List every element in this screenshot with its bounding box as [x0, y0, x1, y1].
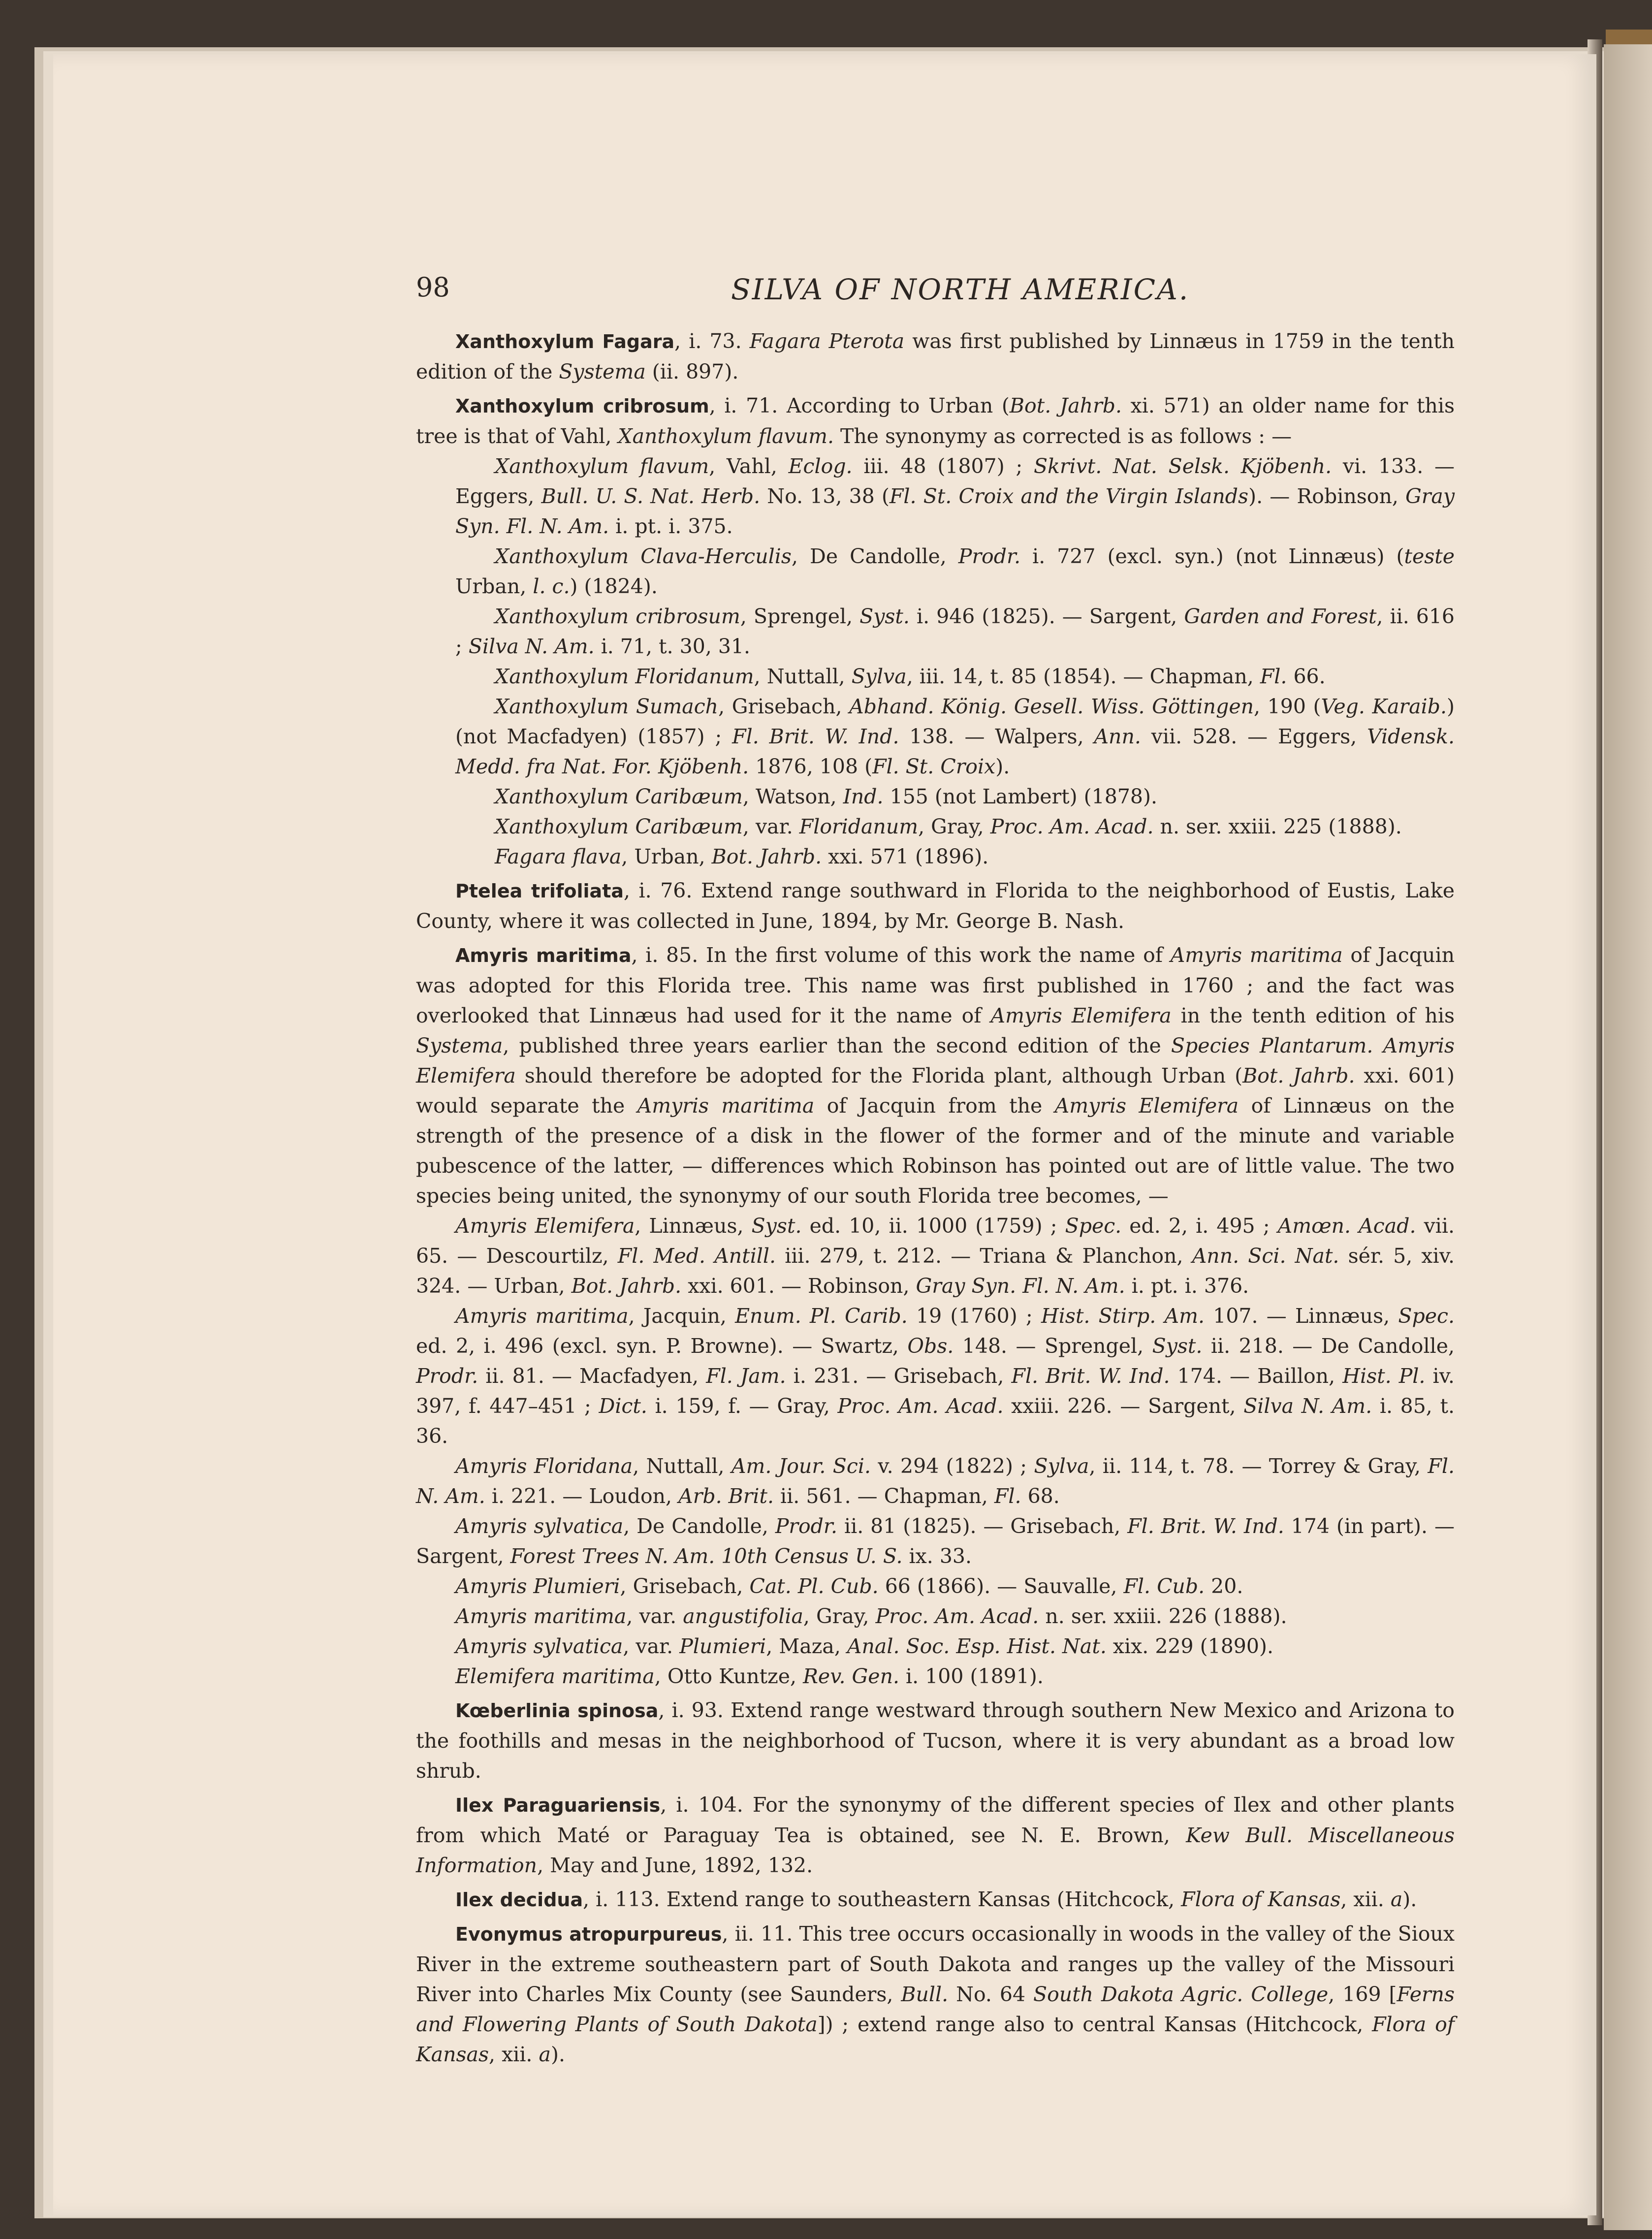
- text-run: No. 13, 38 (: [760, 484, 890, 508]
- text-run: Syst.: [859, 605, 910, 628]
- text-run: Species Plantarum.: [1171, 1034, 1373, 1057]
- text-run: , Grisebach,: [620, 1574, 750, 1598]
- text-run: Amyris maritima: [455, 1604, 627, 1628]
- text-run: Fl.: [1260, 665, 1287, 688]
- synonymy-list: [416, 1211, 1455, 1692]
- text-run: Spec.: [1065, 1214, 1122, 1238]
- text-run: Syst.: [751, 1214, 802, 1238]
- text-run: Fl. St. Croix: [872, 755, 996, 778]
- text-run: iv. 397, f. 447–451 ;: [416, 1364, 1455, 1418]
- text-run: Amyris Floridana: [455, 1454, 633, 1478]
- synonym-citation: [416, 662, 1455, 692]
- text-run: , xii.: [489, 2043, 539, 2066]
- text-run: 66.: [1287, 665, 1326, 688]
- text-run: , Otto Kuntze,: [654, 1664, 803, 1688]
- text-run: 138. — Walpers,: [899, 725, 1094, 748]
- page-header: [416, 272, 1469, 316]
- text-run: Sylva: [851, 665, 907, 688]
- synonym-citation: [416, 602, 1455, 662]
- page-body: [416, 322, 1455, 2070]
- text-run: Bull.: [901, 1983, 949, 2006]
- headword: Evonymus atropurpureus: [455, 1923, 722, 1945]
- text-run: Amyris Elemifera: [1054, 1094, 1239, 1118]
- text-run: iii. 279, t. 212. — Triana & Planchon,: [776, 1244, 1192, 1268]
- text-run: Fl. Brit. W. Ind.: [1127, 1514, 1284, 1538]
- text-run: i. 71, t. 30, 31.: [594, 635, 751, 658]
- text-run: of Linnæus on the strength of the presence of a disk in the flower of the former and of the minute and variable pubescence of the latter, — differences which Robinson has pointed out are of little value. The two species being united, the synonymy of our south Florida tree becomes, —: [416, 1094, 1455, 1208]
- text-run: Abhand. König. Gesell. Wiss. Göttingen: [849, 695, 1254, 718]
- text-run: 66 (1866). — Sauvalle,: [878, 1574, 1124, 1598]
- text-run: i. 231. — Grisebach,: [786, 1364, 1012, 1388]
- text-run: Amyris Plumieri: [455, 1574, 620, 1598]
- text-run: ) (1824).: [570, 575, 658, 598]
- text-run: Enum. Pl. Carib.: [735, 1304, 908, 1328]
- text-run: Forest Trees N. Am. 10th Census U. S.: [510, 1544, 903, 1568]
- text-run: i. 100 (1891).: [899, 1664, 1044, 1688]
- text-run: , published three years earlier than the second edition of the: [503, 1034, 1171, 1057]
- text-run: , De Candolle,: [623, 1514, 775, 1538]
- text-run: Prodr.: [958, 544, 1021, 568]
- synonym-citation: [416, 1631, 1455, 1662]
- text-run: Fl. N. Am.: [416, 1454, 1455, 1508]
- text-run: vii. 65. — Descourtilz,: [416, 1214, 1455, 1268]
- text-run: , 169 [: [1328, 1983, 1397, 2006]
- text-run: , ii. 114, t. 78. — Torrey & Gray,: [1089, 1454, 1428, 1478]
- entry-koeberlinia-spinosa: Kœberlinia spinosa, i. 93. Extend range westward through southern New Mexico and Arizona to the foothills and mesas in the neighborhood of Tucson, where it is very abundant as a broad low shrub.: [416, 1698, 1455, 1783]
- text-run: Bull. U. S. Nat. Herb.: [541, 484, 761, 508]
- text-run: , Maza,: [766, 1634, 847, 1658]
- text-run: , Vahl,: [709, 454, 789, 478]
- text-run: xix. 229 (1890).: [1106, 1634, 1274, 1658]
- text-run: l. c.: [533, 575, 570, 598]
- text-run: Cat. Pl. Cub.: [749, 1574, 879, 1598]
- synonym-citation: [416, 812, 1455, 842]
- text-run: Amyris maritima: [455, 1304, 629, 1328]
- text-run: Fl. Med. Antill.: [617, 1244, 776, 1268]
- text-run: Anal. Soc. Esp. Hist. Nat.: [847, 1634, 1107, 1658]
- text-run: Floridanum: [799, 815, 919, 838]
- text-run: i. 221. — Loudon,: [485, 1484, 679, 1508]
- text-run: 20.: [1205, 1574, 1243, 1598]
- text-run: Gray Syn. Fl. N. Am.: [455, 484, 1455, 538]
- text-run: Vidensk. Medd. fra Nat. For. Kjöbenh.: [455, 725, 1455, 778]
- text-run: xxiii. 226. — Sargent,: [1003, 1394, 1244, 1418]
- text-run: Bot. Jahrb.: [1242, 1064, 1355, 1088]
- synonym-citation: [416, 782, 1455, 812]
- running-title: SILVA OF NORTH AMERICA.: [731, 273, 1190, 306]
- text-run: Gray Syn. Fl. N. Am.: [916, 1274, 1125, 1298]
- text-run: ii. 218. — De Candolle,: [1202, 1334, 1455, 1358]
- text-run: Prodr.: [775, 1514, 838, 1538]
- text-run: Urban,: [455, 575, 533, 598]
- text-run: i. 727 (excl. syn.) (not Linnæus) (: [1020, 544, 1404, 568]
- text-run: , iii. 14, t. 85 (1854). — Chapman,: [906, 665, 1260, 688]
- text-run: sér. 5, xiv. 324. — Urban,: [416, 1244, 1455, 1298]
- page-number: 98: [416, 272, 450, 303]
- text-run: , var.: [742, 815, 799, 838]
- text-run: v. 294 (1822) ;: [871, 1454, 1034, 1478]
- entry-ptelea-trifoliata: Ptelea trifoliata, i. 76. Extend range southward in Florida to the neighborhood of Eustis, Lake County, where it was collected in June, 1894, by Mr. George B. Nash.: [416, 879, 1455, 933]
- text-run: Bot. Jahrb.: [711, 845, 822, 868]
- text-run: , Watson,: [742, 785, 843, 808]
- text-run: 174. — Baillon,: [1170, 1364, 1343, 1388]
- text-run: i. 85, t. 36.: [416, 1394, 1455, 1448]
- entry-evonymus-atropurpureus: [416, 1919, 1455, 2070]
- headword: Xanthoxylum Fagara: [455, 331, 675, 352]
- synonym-citation: [416, 542, 1455, 602]
- text-run: n. ser. xxiii. 226 (1888).: [1039, 1604, 1287, 1628]
- text-run: , Nuttall,: [754, 665, 852, 688]
- synonym-citation: [416, 1662, 1455, 1692]
- synonym-citation: [416, 1301, 1455, 1451]
- text-run: teste: [1404, 544, 1455, 568]
- synonym-citation: [416, 1211, 1455, 1301]
- text-run: Hist. Pl.: [1342, 1364, 1426, 1388]
- text-run: ii. 81. — Macfadyen,: [478, 1364, 706, 1388]
- text-run: Amyris maritima: [1170, 943, 1343, 967]
- text-run: xxi. 601) would separate the: [416, 1064, 1455, 1118]
- text-run: iii. 48 (1807) ;: [852, 454, 1034, 478]
- text-run: 1876, 108 (: [749, 755, 873, 778]
- text-run: Fl. Brit. W. Ind.: [732, 725, 899, 748]
- text-run: Amyris sylvatica: [455, 1634, 623, 1658]
- text-run: Hist. Stirp. Am.: [1041, 1304, 1205, 1328]
- text-run: n. ser. xxiii. 225 (1888).: [1153, 815, 1402, 838]
- text-run: xxi. 571 (1896).: [822, 845, 989, 868]
- text-run: Amyris sylvatica: [455, 1514, 624, 1538]
- text-run: Amyris maritima: [637, 1094, 815, 1118]
- text-run: , Linnæus,: [635, 1214, 752, 1238]
- text-run: angustifolia: [683, 1604, 803, 1628]
- text-run: Xanthoxylum Sumach: [495, 695, 719, 718]
- text-run: i. 946 (1825). — Sargent,: [909, 605, 1184, 628]
- text-run: Xanthoxylum flavum: [495, 454, 709, 478]
- text-run: ed. 10, ii. 1000 (1759) ;: [801, 1214, 1065, 1238]
- text-run: [1373, 1034, 1383, 1057]
- text-run: Amœn. Acad.: [1277, 1214, 1416, 1238]
- text-run: Am. Jour. Sci.: [731, 1454, 871, 1478]
- text-run: i. pt. i. 375.: [609, 514, 733, 538]
- text-run: Sylva: [1034, 1454, 1089, 1478]
- text-run: Fl. Cub.: [1123, 1574, 1205, 1598]
- text-run: vi. 133. — Eggers,: [455, 454, 1455, 508]
- text-run: Ferns and Flowering Plants of South Dakota: [416, 1983, 1455, 2036]
- synonym-citation: [416, 1451, 1455, 1511]
- text-run: , i. 85. In the first volume of this work the name of: [631, 943, 1171, 967]
- text-run: in the tenth edition of his: [1171, 1004, 1455, 1027]
- text-run: Flora of Kansas: [416, 2013, 1455, 2066]
- text-run: Obs.: [907, 1334, 954, 1358]
- text-run: 174 (in part). — Sargent,: [416, 1514, 1455, 1568]
- text-run: Elemifera maritima: [455, 1664, 655, 1688]
- text-run: , De Candolle,: [791, 544, 958, 568]
- text-run: Veg. Karaib.: [1321, 695, 1447, 718]
- text-run: , Grisebach,: [718, 695, 850, 718]
- text-run: Bot. Jahrb.: [571, 1274, 682, 1298]
- text-run: Syst.: [1152, 1334, 1203, 1358]
- text-run: should therefore be adopted for the Florida plant, although Urban (: [515, 1064, 1243, 1088]
- text-run: Amyris Elemifera: [990, 1004, 1172, 1027]
- text-run: , Sprengel,: [740, 605, 860, 628]
- text-run: Garden and Forest: [1184, 605, 1377, 628]
- headword: Ilex Paraguariensis: [455, 1794, 661, 1816]
- text-run: Ann.: [1094, 725, 1141, 748]
- text-run: Proc. Am. Acad.: [875, 1604, 1039, 1628]
- text-run: , Urban,: [621, 845, 712, 868]
- text-run: Xanthoxylum Floridanum: [495, 665, 754, 688]
- synonym-citation: [416, 1601, 1455, 1631]
- headword: Amyris maritima: [455, 945, 632, 966]
- text-run: 155 (not Lambert) (1878).: [883, 785, 1158, 808]
- text-run: Fl. St. Croix and the Virgin Islands: [889, 484, 1249, 508]
- text-run: ed. 2, i. 495 ;: [1121, 1214, 1278, 1238]
- text-run: vii. 528. — Eggers,: [1141, 725, 1367, 748]
- text-run: ed. 2, i. 496 (excl. syn. P. Browne). — Swartz,: [416, 1334, 908, 1358]
- text-run: Amyris Elemifera: [416, 1034, 1455, 1088]
- text-run: Prodr.: [416, 1364, 478, 1388]
- text-run: Proc. Am. Acad.: [837, 1394, 1004, 1418]
- synonym-citation: [416, 692, 1455, 782]
- text-run: , ii. 11. This tree occurs occasionally in woods in the valley of the Sioux River in the extreme southeastern part of South Dakota and ranges up the valley of the Missouri River into Charles Mix County (see Saunders,: [416, 1922, 1455, 2006]
- text-run: ii. 561. — Chapman,: [774, 1484, 994, 1508]
- text-run: , Nuttall,: [633, 1454, 731, 1478]
- text-run: ix. 33.: [902, 1544, 972, 1568]
- text-run: ).: [995, 755, 1010, 778]
- text-run: Skrivt. Nat. Selsk. Kjöbenh.: [1034, 454, 1332, 478]
- text-run: xxi. 601. — Robinson,: [681, 1274, 916, 1298]
- text-run: 107. — Linnæus,: [1205, 1304, 1398, 1328]
- text-run: Proc. Am. Acad.: [990, 815, 1154, 838]
- text-run: Fagara flava: [495, 845, 622, 868]
- entry-ilex-decidua: Ilex decidua, i. 113. Extend range to southeastern Kansas (Hitchcock, Flora of Kansas, xii. a).: [455, 1887, 1417, 1911]
- text-run: 148. — Sprengel,: [953, 1334, 1152, 1358]
- headword: Xanthoxylum cribrosum: [455, 395, 709, 417]
- text-run: Ann. Sci. Nat.: [1192, 1244, 1339, 1268]
- entry-amyris-maritima: [416, 940, 1455, 1211]
- text-run: Dict.: [599, 1394, 647, 1418]
- facing-page-edge: [1604, 44, 1652, 2230]
- text-run: Xanthoxylum Clava-Herculis: [495, 544, 792, 568]
- text-run: Xanthoxylum cribrosum: [495, 605, 740, 628]
- text-run: Amyris Elemifera: [455, 1214, 635, 1238]
- headword: Kœberlinia spinosa: [455, 1700, 659, 1722]
- text-run: , Jacquin,: [628, 1304, 735, 1328]
- text-run: , Gray,: [918, 815, 990, 838]
- text-run: ) (not Macfadyen) (1857) ;: [455, 695, 1455, 748]
- synonym-citation: [416, 1511, 1455, 1571]
- text-run: Fl.: [994, 1484, 1021, 1508]
- text-run: No. 64: [948, 1983, 1034, 2006]
- headword: Ptelea trifoliata: [455, 880, 624, 902]
- text-run: South Dakota Agric. College: [1033, 1983, 1329, 2006]
- text-run: , ii. 616 ;: [455, 605, 1455, 658]
- text-run: Fl. Brit. W. Ind.: [1011, 1364, 1170, 1388]
- text-run: a: [539, 2043, 551, 2066]
- text-run: 19 (1760) ;: [907, 1304, 1042, 1328]
- synonym-citation: [416, 451, 1455, 542]
- text-run: Xanthoxylum Caribæum: [495, 785, 743, 808]
- text-run: i. pt. i. 376.: [1125, 1274, 1249, 1298]
- text-run: ]) ; extend range also to central Kansas (Hitchcock,: [817, 2013, 1372, 2036]
- text-run: Xanthoxylum Caribæum: [495, 815, 743, 838]
- text-run: , var.: [626, 1604, 683, 1628]
- headword: Ilex decidua: [455, 1889, 583, 1911]
- text-run: Silva N. Am.: [1243, 1394, 1372, 1418]
- text-run: of Jacquin from the: [814, 1094, 1055, 1118]
- text-run: Arb. Brit.: [678, 1484, 774, 1508]
- text-run: Plumieri: [679, 1634, 766, 1658]
- text-run: , 190 (: [1254, 695, 1321, 718]
- text-run: Rev. Gen.: [803, 1664, 900, 1688]
- synonym-citation: [416, 842, 1455, 872]
- text-run: Ind.: [843, 785, 884, 808]
- entry-xanthoxylum-fagara: Xanthoxylum Fagara, i. 73. Fagara Pterota was first published by Linnæus in 1759 in the tenth edition of the Systema (ii. 897).: [416, 329, 1455, 384]
- entry-body: [416, 943, 1455, 1208]
- text-run: Eclog.: [788, 454, 853, 478]
- text-run: Silva N. Am.: [468, 635, 595, 658]
- text-run: ii. 81 (1825). — Grisebach,: [837, 1514, 1128, 1538]
- text-run: ). — Robinson,: [1248, 484, 1406, 508]
- synonymy-list: [416, 451, 1455, 872]
- entry-ilex-paraguariensis: Ilex Paraguariensis, i. 104. For the synonymy of the different species of Ilex and other plants from which Maté or Paraguay Tea is obtained, see N. E. Brown, Kew Bull. Miscellaneous Information, May and June, 1892, 132.: [416, 1793, 1455, 1877]
- text-run: , var.: [623, 1634, 680, 1658]
- text-run: Spec.: [1398, 1304, 1455, 1328]
- text-run: Fl. Jam.: [706, 1364, 786, 1388]
- entry-xanthoxylum-cribrosum: Xanthoxylum cribrosum, i. 71. According to Urban (Bot. Jahrb. xi. 571) an older name for this tree is that of Vahl, Xanthoxylum flavum. The synonymy as corrected is as follows : —: [416, 394, 1455, 448]
- text-run: i. 159, f. — Gray,: [647, 1394, 838, 1418]
- synonym-citation: [416, 1571, 1455, 1601]
- text-run: Systema: [416, 1034, 503, 1057]
- text-run: of Jacquin was adopted for this Florida tree. This name was first published in 1760 ; and the fact was overlooked that Linnæus had used for it the name of: [416, 943, 1455, 1027]
- text-run: 68.: [1021, 1484, 1060, 1508]
- text-run: ).: [550, 2043, 565, 2066]
- text-run: , Gray,: [803, 1604, 876, 1628]
